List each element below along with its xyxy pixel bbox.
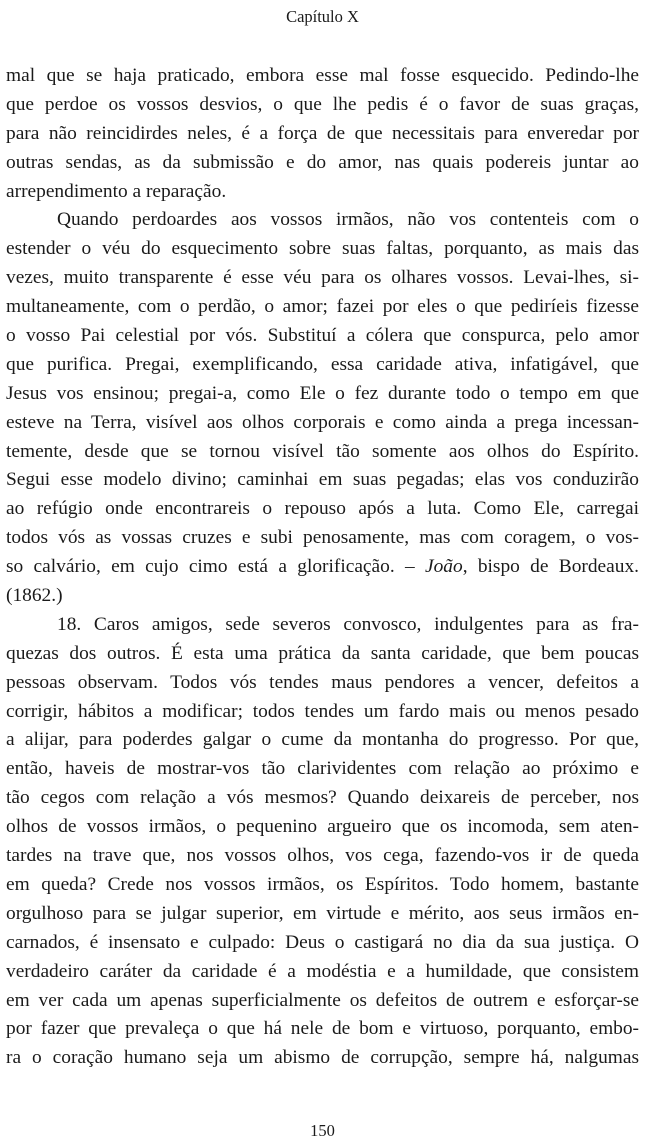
text-line: em ver cada um apenas superficialmente os defeitos de outrem e esforçar-se	[6, 989, 639, 1011]
text-line: esteve na Terra, visível aos olhos corporais e como ainda a prega incessan-	[6, 411, 639, 433]
text-line: pessoas observam. Todos vós tendes maus pendores a vencer, defeitos a	[6, 671, 639, 693]
text-line: outras sendas, as da submissão e do amor, nas quais podereis juntar ao	[6, 151, 639, 173]
text-line: corrigir, hábitos a modificar; todos tendes um fardo mais ou menos pesado	[6, 700, 639, 722]
text-line: verdadeiro caráter da caridade é a modéstia e a humildade, que consistem	[6, 960, 639, 982]
date-line: (1862.)	[6, 585, 63, 607]
text-line: que purifica. Pregai, exemplificando, essa caridade ativa, infatigável, que	[6, 353, 639, 375]
signature-line	[6, 553, 639, 582]
paragraph-start-line: Quando perdoardes aos vossos irmãos, não vos contenteis com o	[57, 209, 639, 231]
text-line: em queda? Crede nos vossos irmãos, os Espíritos. Todo homem, bastante	[6, 873, 639, 895]
text-line: mal que se haja praticado, embora esse mal fosse esquecido. Pedindo-lhe	[6, 65, 639, 86]
text-line: temente, desde que se tornou visível tão somente aos olhos do Espírito.	[6, 440, 639, 462]
text-line: tardes na trave que, nos vossos olhos, vos cega, fazendo-vos ir de queda	[6, 845, 639, 867]
author-name: João	[424, 556, 463, 578]
text-line: estender o véu do esquecimento sobre suas faltas, porquanto, as mais das	[6, 238, 639, 260]
text-line: vezes, muito transparente é esse véu para os olhares vossos. Levai-lhes, si-	[6, 267, 639, 289]
running-title: Capítulo X	[286, 7, 359, 26]
signature-line-before: so calvário, em cujo cimo está a glorificação. –	[6, 556, 425, 578]
signature-line-after: , bispo de Bordeaux.	[462, 556, 639, 578]
text-line: ra o coração humano seja um abismo de corrupção, sempre há, nalgumas	[6, 1047, 639, 1069]
text-line: tão cegos com relação a vós mesmos? Quando deixareis de perceber, nos	[6, 787, 639, 809]
paragraph-start-line: 18. Caros amigos, sede severos convosco, indulgentes para as fra-	[57, 613, 639, 635]
text-line: quezas dos outros. É esta uma prática da santa caridade, que bem poucas	[6, 642, 639, 664]
text-line: carnados, é insensato e culpado: Deus o castigará no dia da sua justiça. O	[6, 931, 639, 953]
text-line: Jesus vos ensinou; pregai-a, como Ele o fez durante todo o tempo em que	[6, 382, 639, 404]
text-line: a alijar, para poderdes galgar o cume da montanha do progresso. Por que,	[6, 729, 639, 751]
text-line: arrependimento a reparação.	[6, 180, 227, 202]
text-line: Segui esse modelo divino; caminhai em suas pegadas; elas vos conduzirão	[6, 469, 639, 491]
text-line: que perdoe os vossos desvios, o que lhe pedis é o favor de suas graças,	[6, 93, 639, 115]
page-number: 150	[310, 1121, 335, 1140]
text-line: ao refúgio onde encontrareis o repouso após a luta. Como Ele, carregai	[6, 498, 639, 520]
body-text	[6, 62, 639, 1073]
text-line: multaneamente, com o perdão, o amor; fazei por eles o que pediríeis fizesse	[6, 296, 639, 318]
text-line: o vosso Pai celestial por vós. Substituí a cólera que conspurca, pelo amor	[6, 325, 639, 347]
text-line: todos vós as vossas cruzes e subi penosamente, mas com coragem, o vos-	[6, 527, 639, 549]
text-line: por fazer que prevaleça o que há nele de bom e virtuoso, porquanto, embo-	[6, 1018, 639, 1040]
text-line: orgulhoso para se julgar superior, em virtude e mérito, aos seus irmãos en-	[6, 902, 639, 924]
text-line: olhos de vossos irmãos, o pequenino argueiro que os incomoda, sem aten-	[6, 816, 639, 838]
text-line: então, haveis de mostrar-vos tão clarividentes com relação ao próximo e	[6, 758, 639, 780]
text-line: para não reincidirdes neles, é a força de que necessitais para enveredar por	[6, 122, 639, 144]
